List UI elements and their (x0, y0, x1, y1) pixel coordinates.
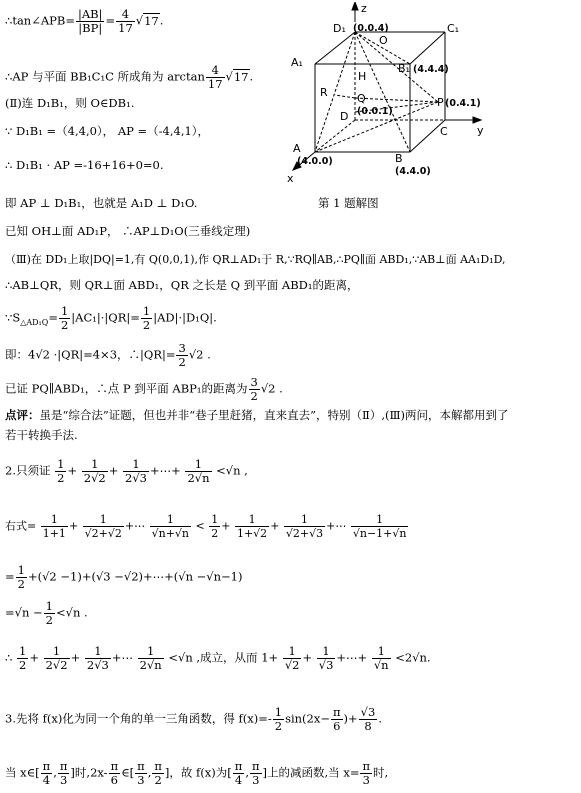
svg-text:(4.4.0): (4.4.0) (395, 166, 431, 177)
svg-text:C₁: C₁ (447, 22, 460, 35)
line-9: ∴AB⊥QR，则 QR⊥面 ABD₁，QR 之长是 Q 到平面 ABD₁的距离， (5, 278, 359, 292)
line-10: $\because S_{\triangle AD_1Q}=$ $\frac{1}{2}$ |AC₁|·|QR|= $\frac{1}{2}$ |AD|·|D₁Q|. (5, 304, 217, 332)
line-6: 即 AP ⊥ D₁B₁，也就是 A₁D ⊥ D₁O. (5, 196, 198, 210)
svg-text:B: B (395, 152, 403, 165)
line-18: =√n − $\frac{1}{2}$ <√n . (5, 599, 88, 627)
svg-text:(0.0.4): (0.0.4) (353, 23, 389, 34)
line-8: （Ⅲ)在 DD₁上取|DQ|=1,有 Q(0,0,1),作 QR⊥AD₁于 R,∵RQ∥AB,∴PQ∥面 ABD₁,∵AB⊥面 AA₁D₁D, (5, 253, 506, 266)
svg-text:C: C (440, 125, 448, 138)
svg-text:y: y (477, 124, 484, 137)
svg-text:P: P (437, 96, 444, 109)
line-21: 当 x∈[ $\frac{\pi}{4}$ , $\frac{\pi}{3}$ ]时,2x- $\frac{\pi}{6}$ ∈[ $\frac{\pi}{3}$ , $\frac{\pi}{2}$ ]，故 f(x)为[ $\frac{\pi}{4}$ , $\frac{\pi}{3}$ ]上的减函数,当 x= $\frac{\pi}{3}$ 时, (5, 759, 389, 787)
line-2: ∴AP 与平面 BB₁C₁C 所成角为 arctan $\frac{4}{17}$ √17. (5, 63, 254, 91)
svg-text:D₁: D₁ (333, 22, 346, 35)
line-7: 已知 OH⊥面 AD₁P， ∴AP⊥D₁O(三垂线定理) (5, 224, 251, 238)
figure-caption: 第 1 题解图 (318, 196, 379, 210)
svg-text:R: R (320, 86, 328, 99)
svg-text:A₁: A₁ (291, 56, 303, 69)
svg-text:H: H (358, 70, 367, 83)
line-5: ∴ D₁B₁ · AP =-16+16+0=0. (5, 158, 164, 172)
svg-text:B₁: B₁ (398, 62, 410, 75)
svg-text:x: x (287, 172, 294, 185)
line-15: 2.只须证 $\frac{1}{2}$ + $\frac{1}{2√2}$ + $\frac{1}{2√3}$ +⋯+ $\frac{1}{2√n}$ <√n , (5, 457, 248, 485)
line-17: = $\frac{1}{2}$ +(√2 −1)+(√3 −√2)+⋯+(√n −√n−1) (5, 563, 243, 591)
svg-text:(0.4.1): (0.4.1) (445, 98, 481, 109)
svg-text:Q: Q (357, 92, 366, 105)
line-4: ∵ D₁B₁ =（4,4,0）， AP =（-4,4,1）， (5, 124, 210, 138)
line-3: (Ⅱ)连 D₁B₁，则 O∈DB₁. (5, 96, 135, 110)
line-20: 3.先将 f(x)化为同一个角的单一三角函数，得 f(x)=- $\frac{1}{2}$ sin(2x− $\frac{\pi}{6}$ )+ $\frac{√3}{8}$ . (5, 705, 382, 733)
svg-text:D: D (340, 110, 349, 123)
svg-text:(4.0.0): (4.0.0) (297, 156, 333, 167)
comment-line: 点评：虽是“综合法”证题，但也并非“巷子里赶猪，直来直去”，特别（Ⅱ）,(Ⅲ)两问，本解都用到了 (5, 408, 509, 422)
line-11: 即：4√2 ·|QR|=4×3，∴|QR|= $\frac{3}{2}$ √2 . (5, 341, 211, 369)
line-16: 右式= $\frac{1}{1+1}$ + $\frac{1}{√2+√2}$ +⋯ $\frac{1}{√n+√n}$ < $\frac{1}{2}$ + $\frac{1}{1+√2}$ + $\frac{1}{√2+√3}$ +⋯ $\frac{1}{√n-1+√n}$ (5, 513, 407, 540)
line-19: ∴ $\frac{1}{2}$ + $\frac{1}{2√2}$ + $\frac{1}{2√3}$ +⋯ $\frac{1}{2√n}$ <√n ,成立，从而 1+ $\frac{1}{√2}$ + $\frac{1}{√3}$ +⋯+ $\frac{1}{√n}$ <2√n. (5, 644, 431, 672)
svg-text:z: z (361, 2, 367, 15)
line-12: 已证 PQ∥ABD₁，∴点 P 到平面 ABP₁的距离为 $\frac{3}{2}$ √2 . (5, 375, 283, 403)
line-1: ∴tan∠APB= $\frac{|AB|}{|BP|}$ = $\frac{4}{17}$ √17. (5, 7, 164, 35)
comment-line-2: 若干转换手法. (5, 428, 78, 442)
cube-figure (285, 2, 495, 187)
svg-text:O: O (379, 34, 388, 47)
svg-text:A: A (293, 142, 301, 155)
svg-text:(0.0.1): (0.0.1) (357, 106, 393, 117)
svg-text:(4.4.4): (4.4.4) (413, 64, 449, 75)
